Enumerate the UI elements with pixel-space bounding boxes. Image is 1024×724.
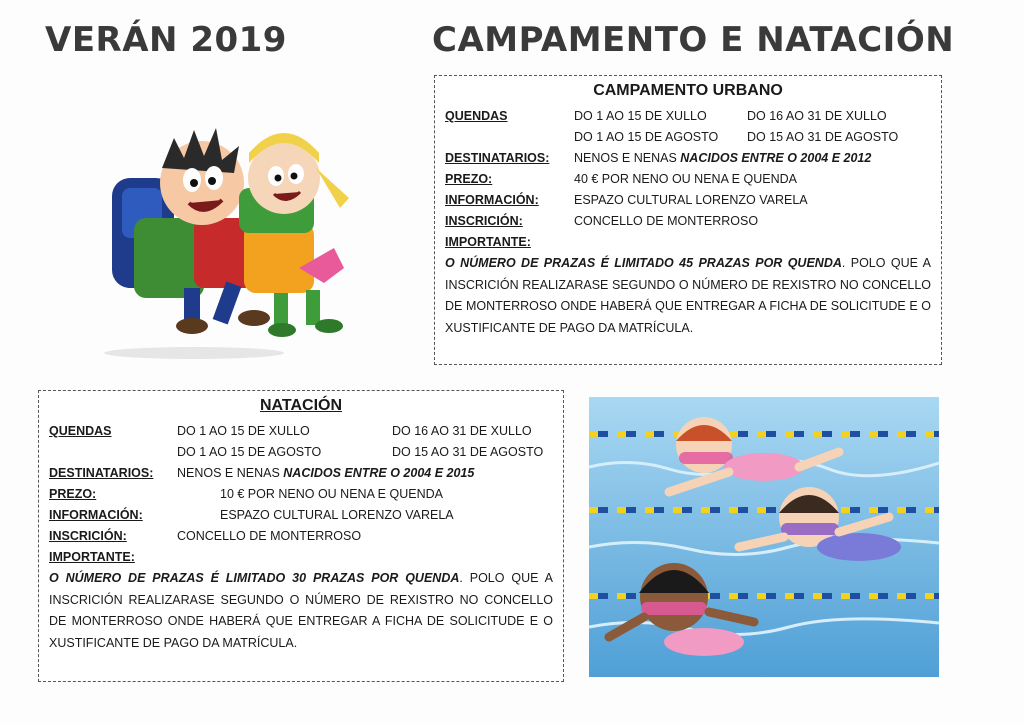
importante-paragraph: O NÚMERO DE PRAZAS É LIMITADO 45 PRAZAS POR QUENDA. POLO QUE A INSCRICIÓN REALIZARASE SEGUNDO O NÚMERO DE REXISTRO NO CONCELLO DE MONTERROSO ONDE HABERÁ QUE ENTREGAR A FICHA DE SOLICITUDE E O XUSTIFICANTE DE PAGO DA MATRÍCULA.: [445, 256, 931, 335]
destinatarios-label: DESTINATARIOS:: [445, 151, 550, 165]
page-title-activities: CAMPAMENTO E NATACIÓN: [432, 20, 955, 60]
destinatarios-value: NENOS E NENAS NACIDOS ENTRE O 2004 E 2012: [574, 151, 872, 165]
informacion-label: INFORMACIÓN:: [49, 508, 143, 522]
importante-label: IMPORTANTE:: [49, 550, 135, 564]
quenda-value: DO 16 AO 31 DE XULLO: [747, 109, 887, 123]
page-title-year: VERÁN 2019: [45, 20, 287, 60]
prezo-label: PREZO:: [49, 487, 97, 501]
campamento-title: CAMPAMENTO URBANO: [593, 82, 783, 99]
quenda-value: DO 15 AO 31 DE AGOSTO: [747, 130, 899, 144]
swimming-kids-illustration: [589, 397, 939, 677]
inscricion-label: INSCRICIÓN:: [49, 529, 127, 543]
quendas-label: QUENDAS: [445, 109, 508, 123]
kids-walking-illustration: [44, 68, 428, 368]
prezo-label: PREZO:: [445, 172, 493, 186]
quendas-label: QUENDAS: [49, 424, 112, 438]
natacion-info-box: [38, 390, 564, 682]
destinatarios-value: NENOS E NENAS NACIDOS ENTRE O 2004 E 2015: [177, 466, 475, 480]
campamento-info-box: [434, 75, 942, 365]
inscricion-value: CONCELLO DE MONTERROSO: [574, 214, 759, 228]
destinatarios-label: DESTINATARIOS:: [49, 466, 154, 480]
importante-paragraph: O NÚMERO DE PRAZAS É LIMITADO 30 PRAZAS POR QUENDA. POLO QUE A INSCRICIÓN REALIZARASE SEGUNDO O NÚMERO DE REXISTRO NO CONCELLO DE MONTERROSO ONDE HABERÁ QUE ENTREGAR A FICHA DE SOLICITUDE E O XUSTIFICANTE DE PAGO DA MATRÍCULA.: [49, 571, 553, 650]
natacion-title: NATACIÓN: [259, 397, 343, 414]
informacion-value: ESPAZO CULTURAL LORENZO VARELA: [574, 193, 808, 207]
prezo-value: 10 € POR NENO OU NENA E QUENDA: [220, 487, 443, 501]
informacion-value: ESPAZO CULTURAL LORENZO VARELA: [220, 508, 454, 522]
quenda-value: DO 1 AO 15 DE AGOSTO: [574, 130, 719, 144]
inscricion-label: INSCRICIÓN:: [445, 214, 523, 228]
informacion-label: INFORMACIÓN:: [445, 193, 539, 207]
quenda-value: DO 1 AO 15 DE XULLO: [177, 424, 310, 438]
quenda-value: DO 1 AO 15 DE AGOSTO: [177, 445, 322, 459]
quenda-value: DO 15 AO 31 DE AGOSTO: [392, 445, 544, 459]
quenda-value: DO 16 AO 31 DE XULLO: [392, 424, 532, 438]
prezo-value: 40 € POR NENO OU NENA E QUENDA: [574, 172, 797, 186]
inscricion-value: CONCELLO DE MONTERROSO: [177, 529, 362, 543]
quenda-value: DO 1 AO 15 DE XULLO: [574, 109, 707, 123]
importante-label: IMPORTANTE:: [445, 235, 531, 249]
